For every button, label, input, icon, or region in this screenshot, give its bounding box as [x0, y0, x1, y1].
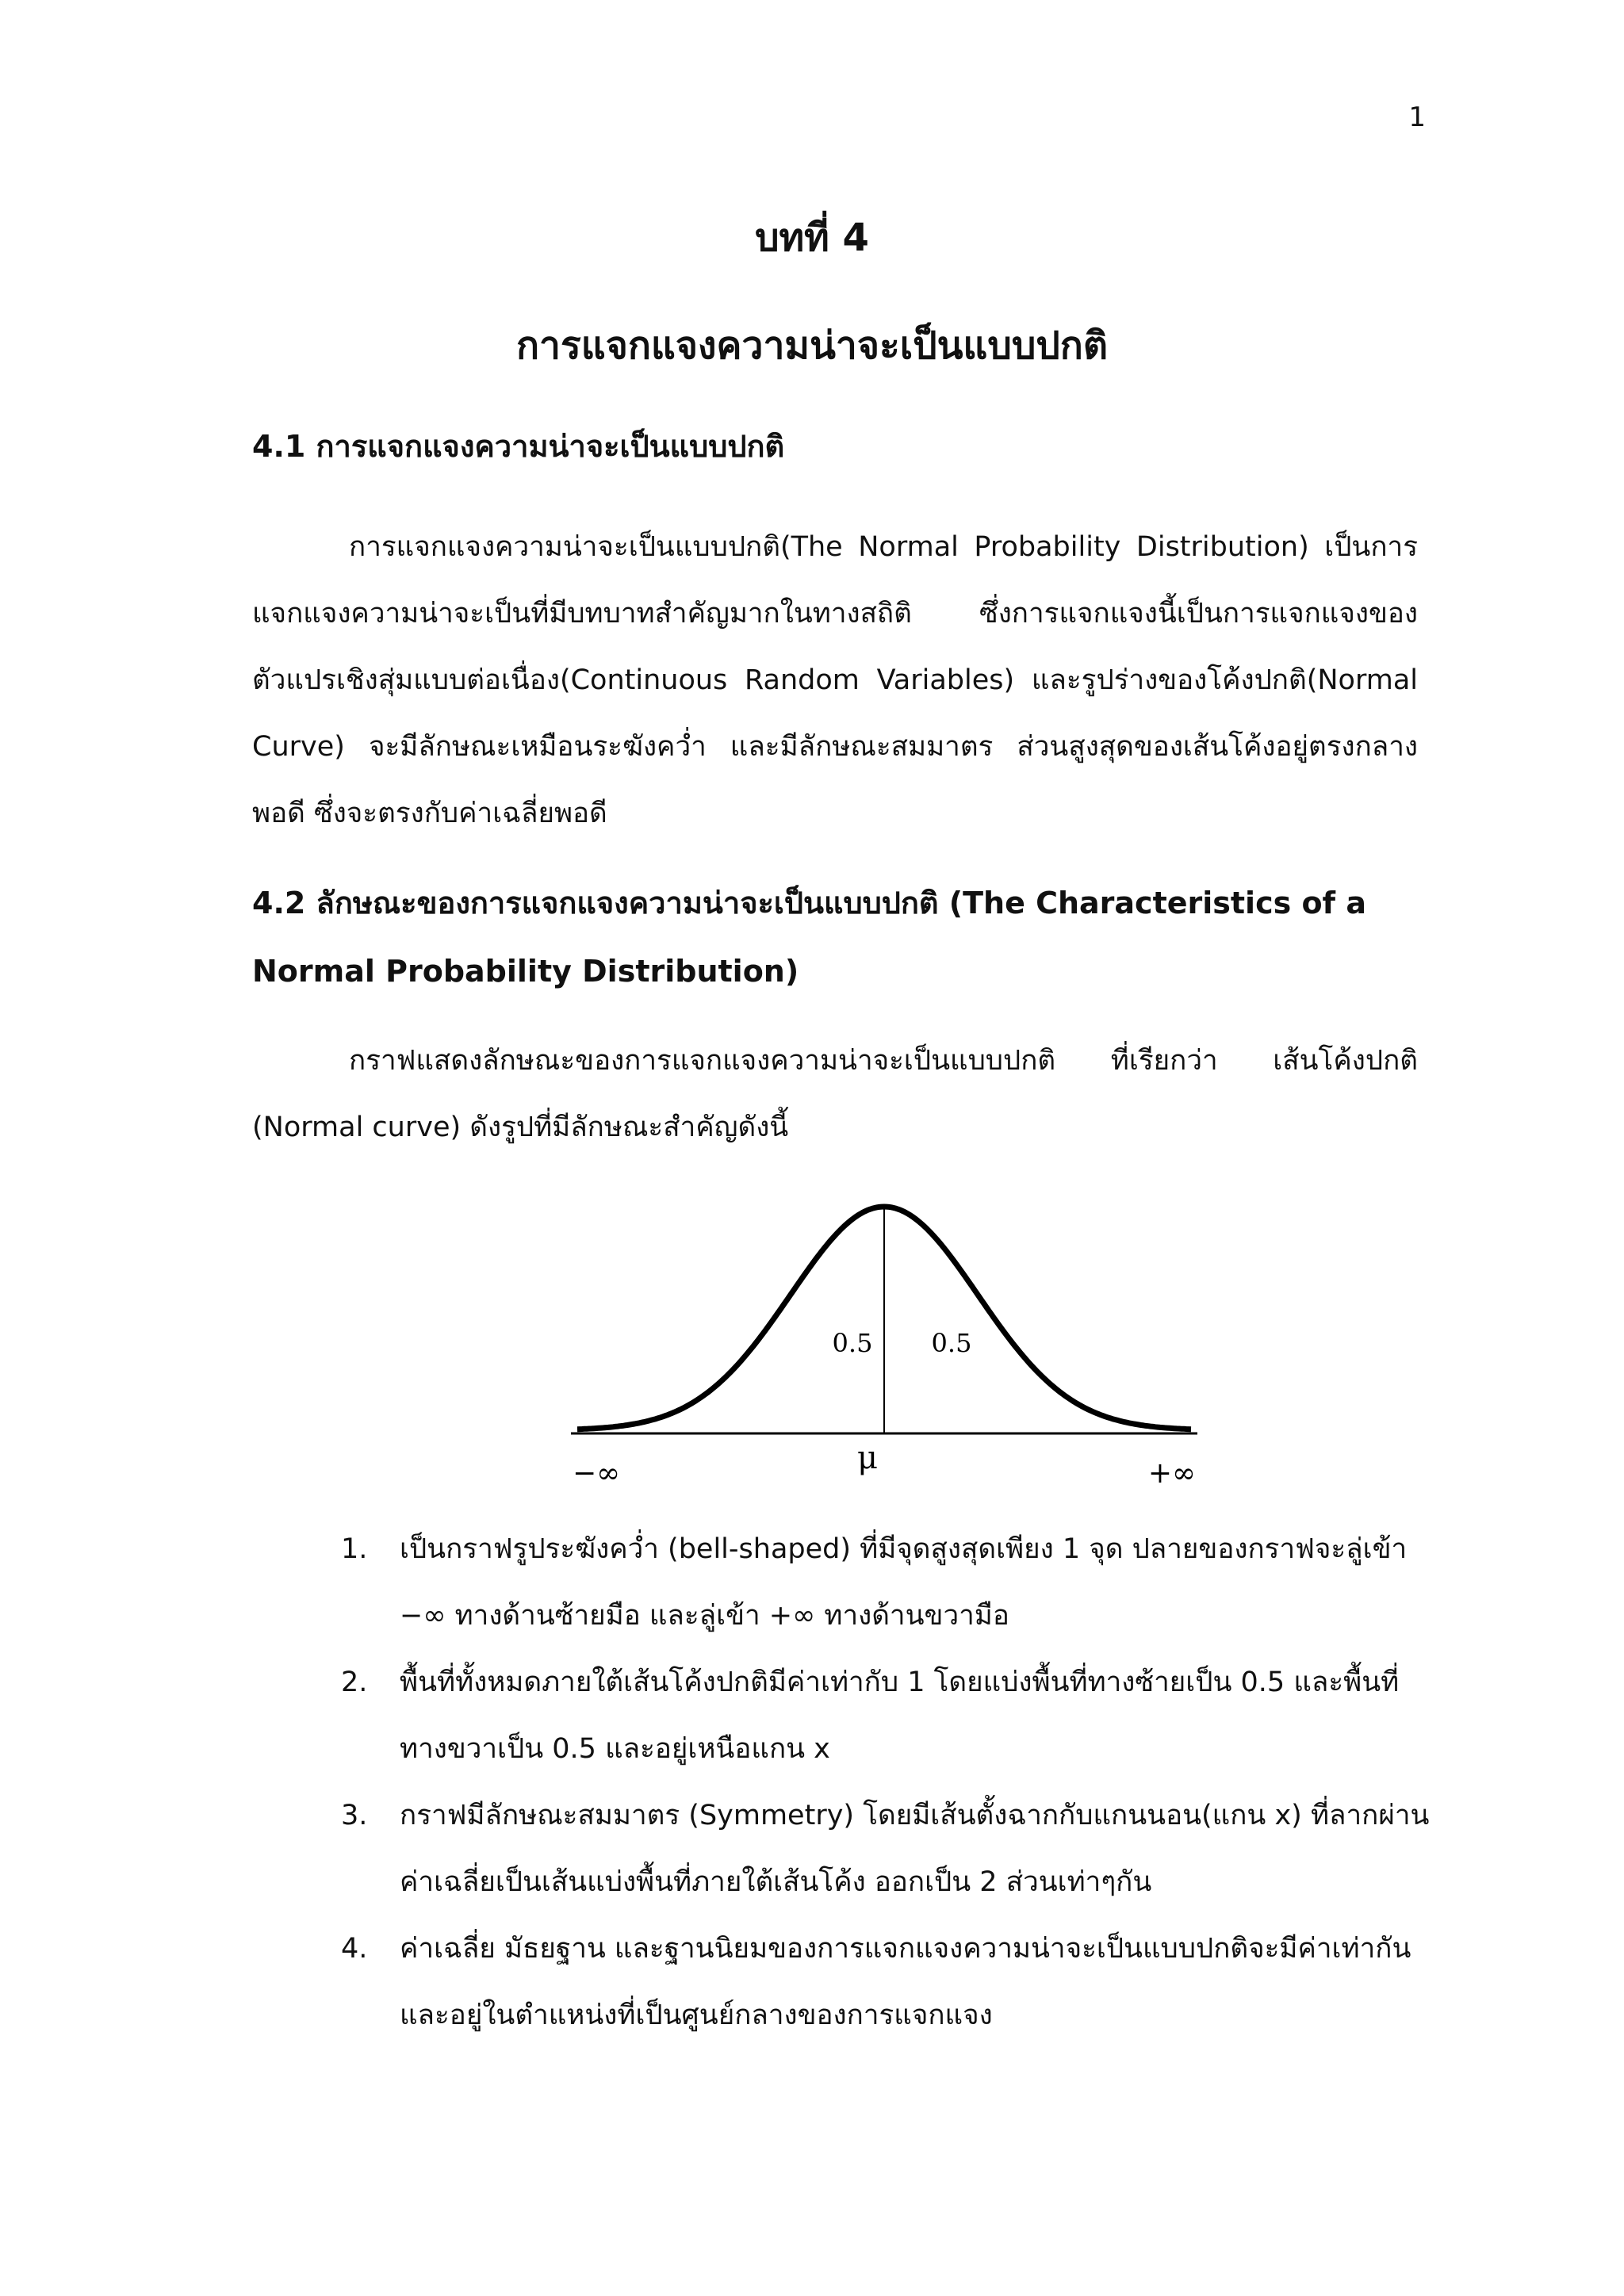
list-item	[341, 1516, 1435, 1649]
left-area-label: 0.5	[832, 1328, 873, 1358]
characteristics-list	[341, 1516, 1435, 2049]
section-4-2-paragraph: กราฟแสดงลักษณะของการแจกแจงความน่าจะเป็นแบบปกติ ที่เรียกว่า เส้นโค้งปกติ (Normal curve) ดังรูปที่มีลักษณะสำคัญดังนี้	[252, 1045, 1418, 1143]
normal-curve-figure	[555, 1181, 1213, 1498]
section-4-1-paragraph: การแจกแจงความน่าจะเป็นแบบปกติ(The Normal Probability Distribution) เป็นการแจกแจงความน่าจะเป็นที่มีบทบาทสำคัญมากในทางสถิติ ซึ่งการแจกแจงนี้เป็นการแจกแจงของตัวแปรเชิงสุ่มแบบต่อเนื่อง(Continuous Random Variables) และรูปร่างของโค้งปกติ(Normal Curve) จะมีลักษณะเหมือนระฆังคว่ำ และมีลักษณะสมมาตร ส่วนสูงสุดของเส้นโค้งอยู่ตรงกลางพอดี ซึ่งจะตรงกับค่าเฉลี่ยพอดี	[252, 531, 1418, 829]
page-number: 1	[1408, 101, 1426, 133]
list-item-number: 2.	[341, 1667, 368, 1698]
mu-label: μ	[857, 1440, 878, 1476]
right-area-label: 0.5	[931, 1328, 972, 1358]
list-item-number: 3.	[341, 1800, 368, 1831]
chapter-number: บทที่ 4	[755, 216, 869, 260]
list-item-text: ค่าเฉลี่ย มัธยฐาน และฐานนิยมของการแจกแจงความน่าจะเป็นแบบปกติจะมีค่าเท่ากันและอยู่ในตำแหน่งที่เป็นศูนย์กลางของการแจกแจง	[400, 1933, 1411, 2031]
chapter-title: การแจกแจงความน่าจะเป็นแบบปกติ	[515, 323, 1108, 368]
section-heading-4-1: 4.1 การแจกแจงความน่าจะเป็นแบบปกติ	[252, 429, 785, 464]
positive-infinity-label: +∞	[1147, 1457, 1196, 1490]
list-item	[341, 1649, 1435, 1782]
list-item-number: 1.	[341, 1533, 368, 1565]
list-item-text: กราฟมีลักษณะสมมาตร (Symmetry) โดยมีเส้นตั้งฉากกับแกนนอน(แกน x) ที่ลากผ่านค่าเฉลี่ยเป็นเส้นแบ่งพื้นที่ภายใต้เส้นโค้ง ออกเป็น 2 ส่วนเท่าๆกัน	[400, 1800, 1430, 1898]
list-item	[341, 1915, 1435, 2049]
normal-curve-svg	[555, 1181, 1213, 1498]
list-item	[341, 1782, 1435, 1915]
negative-infinity-label: −∞	[573, 1457, 621, 1490]
list-item-text: เป็นกราฟรูประฆังคว่ำ (bell-shaped) ที่มีจุดสูงสุดเพียง 1 จุด ปลายของกราฟจะลู่เข้า −∞ ทางด้านซ้ายมือ และลู่เข้า +∞ ทางด้านขวามือ	[400, 1533, 1408, 1632]
list-item-number: 4.	[341, 1933, 368, 1965]
list-item-text: พื้นที่ทั้งหมดภายใต้เส้นโค้งปกติมีค่าเท่ากับ 1 โดยแบ่งพื้นที่ทางซ้ายเป็น 0.5 และพื้นที่ทางขวาเป็น 0.5 และอยู่เหนือแกน x	[400, 1667, 1400, 1765]
section-heading-4-2: 4.2 ลักษณะของการแจกแจงความน่าจะเป็นแบบปกติ (The Characteristics of a Normal Probability Distribution)	[252, 886, 1366, 989]
